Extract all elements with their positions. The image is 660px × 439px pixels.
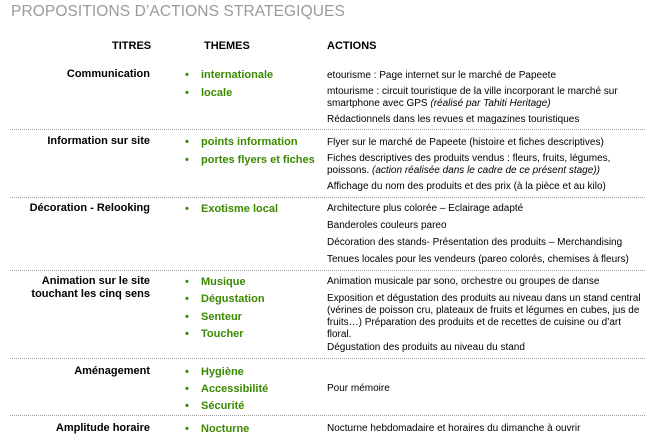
action-text: Exposition et dégustation des produits au niveau dans un stand central (vérines de poisson cru, plateaux de fruits et légumes en cubes, jus de fruits…) Préparation des produits et de recettes de cuisine ou d’art floral.	[327, 293, 641, 340]
section-title-decoration: Décoration - Relooking	[29, 202, 150, 214]
section-divider	[10, 197, 645, 198]
action-text: Animation musicale par sono, orchestre ou groupes de danse	[327, 276, 600, 287]
section-title-amenagement: Aménagement	[74, 365, 150, 377]
theme-item: • portes flyers et fiches	[185, 154, 315, 166]
header-themes: THEMES	[204, 40, 250, 52]
theme-item: • Dégustation	[185, 293, 265, 305]
header-actions: ACTIONS	[327, 40, 377, 52]
action-text: Décoration des stands- Présentation des produits – Merchandising	[327, 237, 623, 248]
theme-item: • Hygiène	[185, 366, 244, 378]
action-text: Flyer sur le marché de Papeete (histoire et fiches descriptives)	[327, 137, 604, 148]
theme-item: • Accessibilité	[185, 383, 269, 395]
action-text: Fiches descriptives des produits vendus : fleurs, fruits, légumes, poissons. (action réalisée dans le cadre de ce présent stage))	[327, 153, 611, 176]
section-title-animation: Animation sur le site touchant les cinq sens	[31, 275, 150, 300]
theme-item: • locale	[185, 87, 233, 99]
section-divider	[10, 358, 645, 359]
header-titres: TITRES	[112, 40, 152, 52]
action-text: Affichage du nom des produits et des prix (à la pièce et au kilo)	[327, 181, 606, 192]
theme-item: • Exotisme local	[185, 203, 279, 215]
page-title: PROPOSITIONS D’ACTIONS STRATEGIQUES	[11, 3, 345, 20]
section-title-communication: Communication	[66, 68, 150, 80]
theme-item: • internationale	[185, 69, 274, 81]
action-text: Pour mémoire	[327, 383, 390, 394]
section-divider	[10, 270, 645, 271]
theme-item: • Nocturne	[185, 423, 250, 435]
section-title-information: Information sur site	[47, 135, 150, 147]
theme-item: • Musique	[185, 276, 246, 288]
action-text: Nocturne hebdomadaire et horaires du dimanche à ouvrir	[327, 423, 581, 434]
theme-item: • Sécurité	[185, 400, 245, 412]
theme-item: • Toucher	[185, 328, 244, 340]
section-title-amplitude: Amplitude horaire	[55, 422, 150, 434]
action-text: Rédactionnels dans les revues et magazines touristiques	[327, 114, 580, 125]
action-text: etourisme : Page internet sur le marché de Papeete	[327, 70, 557, 81]
theme-item: • points information	[185, 136, 298, 148]
section-divider	[10, 415, 645, 416]
action-text: Banderoles couleurs pareo	[327, 220, 447, 231]
action-text: Tenues locales pour les vendeurs (pareo colorés, chemises à fleurs)	[327, 254, 629, 265]
theme-item: • Senteur	[185, 311, 242, 323]
action-text: Dégustation des produits au niveau du stand	[327, 342, 525, 353]
action-text: Architecture plus colorée – Eclairage adapté	[327, 203, 524, 214]
section-divider	[10, 129, 645, 130]
action-text: mtourisme : circuit touristique de la ville incorporant le marché sur smartphone avec GPS (réalisé par Tahiti Heritage)	[327, 86, 618, 109]
